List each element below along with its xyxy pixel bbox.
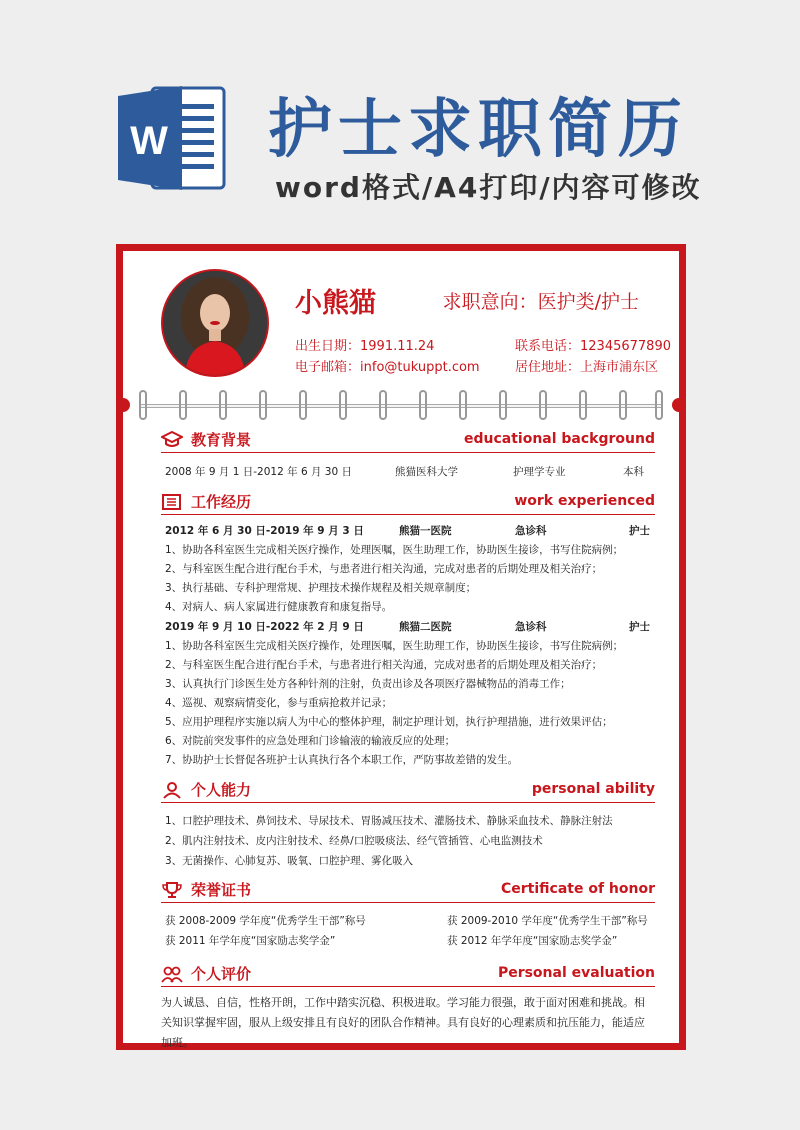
trophy-icon [161,881,183,899]
binder-ring [619,390,627,420]
binder-ring [139,390,147,420]
resume-page [123,251,679,1049]
job-role: 护士 [629,525,650,537]
binder-ring [379,390,387,420]
job-org: 熊猫二医院 [399,621,452,633]
job-duty: 3、认真执行门诊医生处方各种针剂的注射，负责出诊及各项医疗器械物品的消毒工作； [165,678,571,690]
ability-item: 3、无菌操作、心肺复苏、吸氧、口腔护理、雾化吸入 [165,855,414,867]
job-duty: 1、协助各科室医生完成相关医疗操作，处理医嘱，医生助理工作，协助医生接诊，书写住院病例； [165,640,624,652]
section-evaluation-title-en: Personal evaluation [497,965,655,981]
education-school: 熊猫医科大学 [395,466,458,478]
evaluation-text: 为人诚恳、自信，性格开朗，工作中踏实沉稳、积极进取。学习能力很强，敢于面对困难和挑战。相关知识掌握牢固，服从上级安排且有良好的团队合作精神。具有良好的心理素质和抗压能力，能适应加班。 [161,996,645,1049]
education-major: 护理学专业 [513,466,566,478]
job-duty: 1、协助各科室医生完成相关医疗操作，处理医嘱，医生助理工作，协助医生接诊，书写住院病例； [165,544,624,556]
binder-ring [299,390,307,420]
job-duty: 3、执行基础、专科护理常规、护理技术操作规程及相关规章制度； [165,582,477,594]
honor-item: 获 2008-2009 学年度“优秀学生干部”称号 [165,915,366,927]
person-icon [161,781,183,799]
job-duty: 6、对院前突发事件的应急处理和门诊输液的输液反应的处理； [165,735,456,747]
job-duty: 7、协助护士长督促各班护士认真执行各个本职工作，严防事故差错的发生。 [165,754,519,766]
job-role: 护士 [629,621,650,633]
address [515,356,658,375]
phone-value: 12345677890 [580,339,671,354]
birth-date-value: 1991.11.24 [360,339,435,354]
email [295,356,480,375]
section-evaluation-title: 个人评价 [191,965,252,983]
graduation-cap-icon [161,431,183,449]
section-evaluation-header [161,963,655,987]
job-duty: 2、与科室医生配合进行配台手术，与患者进行相关沟通，完成对患者的后期处理及相关治疗； [165,659,603,671]
job-duty: 4、对病人、病人家属进行健康教育和康复指导。 [165,601,393,613]
job-dept: 急诊科 [515,525,547,537]
job-intent-value: 医护类/护士 [537,291,639,313]
binder-ring [655,390,663,420]
profile-photo [161,269,269,377]
banner-title: 护士求职简历 [268,93,688,167]
honor-item: 获 2012 年学年度“国家励志奖学金” [447,935,618,947]
binder-ring [579,390,587,420]
section-education-header [161,429,655,453]
ability-item: 2、肌内注射技术、皮内注射技术、经鼻/口腔吸痰法、经气管插管、心电监测技术 [165,835,543,847]
resume-card [116,244,686,1050]
address-label: 居住地址： [515,360,581,375]
section-ability-title: 个人能力 [191,781,252,799]
ability-item: 1、口腔护理技术、鼻饲技术、导尿技术、胃肠减压技术、灌肠技术、静脉采血技术、静脉注射法 [165,815,613,827]
job-intent-label: 求职意向： [442,291,538,313]
phone-label: 联系电话： [515,339,581,354]
binder-ring [459,390,467,420]
binder-ring [219,390,227,420]
binder-ring [179,390,187,420]
email-label: 电子邮箱： [295,360,361,375]
address-value: 上海市浦东区 [580,360,659,375]
banner-subtitle: word格式/A4打印/内容可修改 [275,171,702,204]
job-dept: 急诊科 [515,621,547,633]
education-degree: 本科 [623,466,644,478]
book-icon [161,493,183,511]
honor-item: 获 2011 年学年度“国家励志奖学金” [165,935,336,947]
email-value: info@tukuppt.com [360,360,480,375]
binder-ring [539,390,547,420]
binder-dot-left [116,398,130,412]
word-document-icon [118,82,228,194]
binder-ring [259,390,267,420]
binder-dot-right [672,398,686,412]
job-org: 熊猫一医院 [399,525,452,537]
candidate-name: 小熊猫 [295,288,376,319]
svg-text:W: W [130,119,168,163]
job-intent [443,287,639,314]
section-work-title-en: work experienced [514,493,655,509]
job-duty: 2、与科室医生配合进行配台手术，与患者进行相关沟通，完成对患者的后期处理及相关治疗； [165,563,603,575]
job-period: 2012 年 6 月 30 日-2019 年 9 月 3 日 [165,525,364,537]
binder-rings [123,390,679,430]
birth-date [295,335,434,354]
section-education-title: 教育背景 [191,431,252,449]
section-honor-header [161,879,655,903]
section-honor-title: 荣誉证书 [191,881,252,899]
section-ability-header [161,779,655,803]
job-duty: 5、应用护理程序实施以病人为中心的整体护理，制定护理计划，执行护理措施，进行效果评估； [165,716,613,728]
section-ability-title-en: personal ability [531,781,655,797]
binder-ring [499,390,507,420]
phone [515,335,671,354]
education-period: 2008 年 9 月 1 日-2012 年 6 月 30 日 [165,466,353,478]
birth-date-label: 出生日期： [295,339,361,354]
binder-ring [419,390,427,420]
job-period: 2019 年 9 月 10 日-2022 年 2 月 9 日 [165,621,364,633]
section-work-header [161,491,655,515]
people-icon [161,965,183,983]
section-honor-title-en: Certificate of honor [500,881,655,897]
section-work-title: 工作经历 [191,493,252,511]
section-education-title-en: educational background [463,431,655,447]
job-duty: 4、巡视、观察病情变化，参与重病抢救并记录； [165,697,393,709]
honor-item: 获 2009-2010 学年度“优秀学生干部”称号 [447,915,648,927]
binder-ring [339,390,347,420]
